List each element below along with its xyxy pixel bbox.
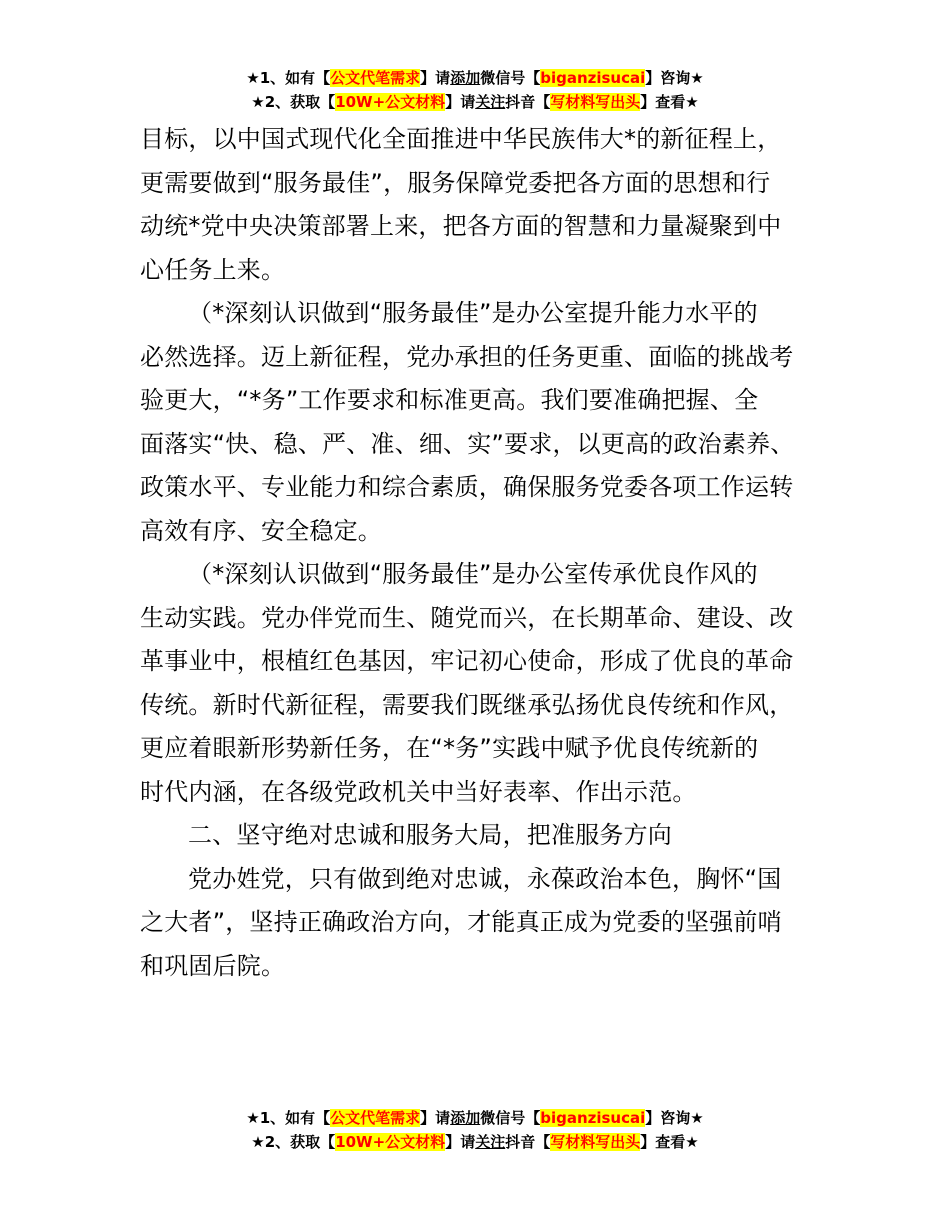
text-line: 党办姓党，只有做到绝对忠诚，永葆政治本色，胸怀“国 (188, 864, 782, 893)
document-body (140, 118, 820, 988)
banner-text: 】请 (420, 69, 451, 87)
text-line: 生动实践。党办伴党而生、随党而兴，在长期革命、建设、改 (140, 603, 794, 632)
banner-text: ★2、获取【 (251, 1133, 336, 1151)
banner-text: ★1、如有【 (246, 69, 331, 87)
heading-text: 二、坚守绝对忠诚和服务大局，把准服务方向 (188, 821, 672, 849)
text-line: 动统*党中央决策部署上来，把各方面的智慧和力量凝聚到中 (140, 212, 782, 240)
banner-line-1 (0, 66, 950, 90)
banner-underlined: 添加 (450, 69, 481, 87)
text-line: 目标，以中国式现代化全面推进中华民族伟大*的新征程上， (140, 125, 782, 153)
banner-highlight: 公文代笔需求 (330, 1109, 421, 1127)
banner-text: 微信号【 (480, 1109, 541, 1127)
text-line: 面落实“快、稳、严、准、细、实”要求，以更高的政治素养、 (140, 429, 795, 458)
banner-underlined: 关注 (475, 93, 506, 111)
banner-text: 】查看★ (640, 93, 699, 111)
banner-underlined: 添加 (450, 1109, 481, 1127)
text-line: （*深刻认识做到“服务最佳”是办公室传承优良作风的 (188, 560, 758, 588)
banner-text: 抖音【 (505, 1133, 551, 1151)
text-line: 心任务上来。 (140, 255, 286, 284)
text-line: 验更大，“*务”工作要求和标准更高。我们要准确把握、全 (140, 386, 759, 414)
header-banner (0, 66, 950, 114)
banner-highlight: 写材料写出头 (550, 93, 641, 111)
text-line: （*深刻认识做到“服务最佳”是办公室提升能力水平的 (188, 299, 758, 327)
banner-line-2 (0, 1130, 950, 1154)
section-heading (140, 814, 820, 858)
text-line: 更应着眼新形势新任务，在“*务”实践中赋予优良传统新的 (140, 734, 759, 762)
banner-text: 】请 (445, 1133, 476, 1151)
text-line: 必然选择。迈上新征程，党办承担的任务更重、面临的挑战考 (140, 342, 794, 371)
banner-line-2 (0, 90, 950, 114)
banner-text: ★2、获取【 (251, 93, 336, 111)
paragraph-1 (140, 118, 820, 292)
banner-text: 】请 (420, 1109, 451, 1127)
banner-highlight: biganzisucai (540, 69, 646, 87)
paragraph-4 (140, 858, 820, 989)
text-line: 政策水平、专业能力和综合素质，确保服务党委各项工作运转 (140, 473, 794, 501)
footer-banner (0, 1106, 950, 1154)
banner-highlight: 10W+公文材料 (335, 1133, 446, 1151)
banner-text: 】咨询★ (645, 1109, 704, 1127)
banner-text: 】咨询★ (645, 69, 704, 87)
text-line: 高效有序、安全稳定。 (140, 516, 382, 545)
banner-highlight: 公文代笔需求 (330, 69, 421, 87)
paragraph-3 (140, 553, 820, 814)
banner-text: 微信号【 (480, 69, 541, 87)
banner-highlight: 10W+公文材料 (335, 93, 446, 111)
text-line: 更需要做到“服务最佳”，服务保障党委把各方面的思想和行 (140, 168, 771, 197)
banner-highlight: 写材料写出头 (550, 1133, 641, 1151)
banner-text: 抖音【 (505, 93, 551, 111)
banner-text: 】请 (445, 93, 476, 111)
text-line: 时代内涵，在各级党政机关中当好表率、作出示范。 (140, 777, 697, 806)
banner-underlined: 关注 (475, 1133, 506, 1151)
banner-text: ★1、如有【 (246, 1109, 331, 1127)
text-line: 和巩固后院。 (140, 951, 286, 980)
banner-text: 】查看★ (640, 1133, 699, 1151)
banner-line-1 (0, 1106, 950, 1130)
text-line: 传统。新时代新征程，需要我们既继承弘扬优良传统和作风， (140, 690, 794, 719)
text-line: 之大者”，坚持正确政治方向，才能真正成为党委的坚强前哨 (140, 908, 782, 936)
paragraph-2 (140, 292, 820, 553)
banner-highlight: biganzisucai (540, 1109, 646, 1127)
text-line: 革事业中，根植红色基因，牢记初心使命，形成了优良的革命 (140, 647, 794, 675)
